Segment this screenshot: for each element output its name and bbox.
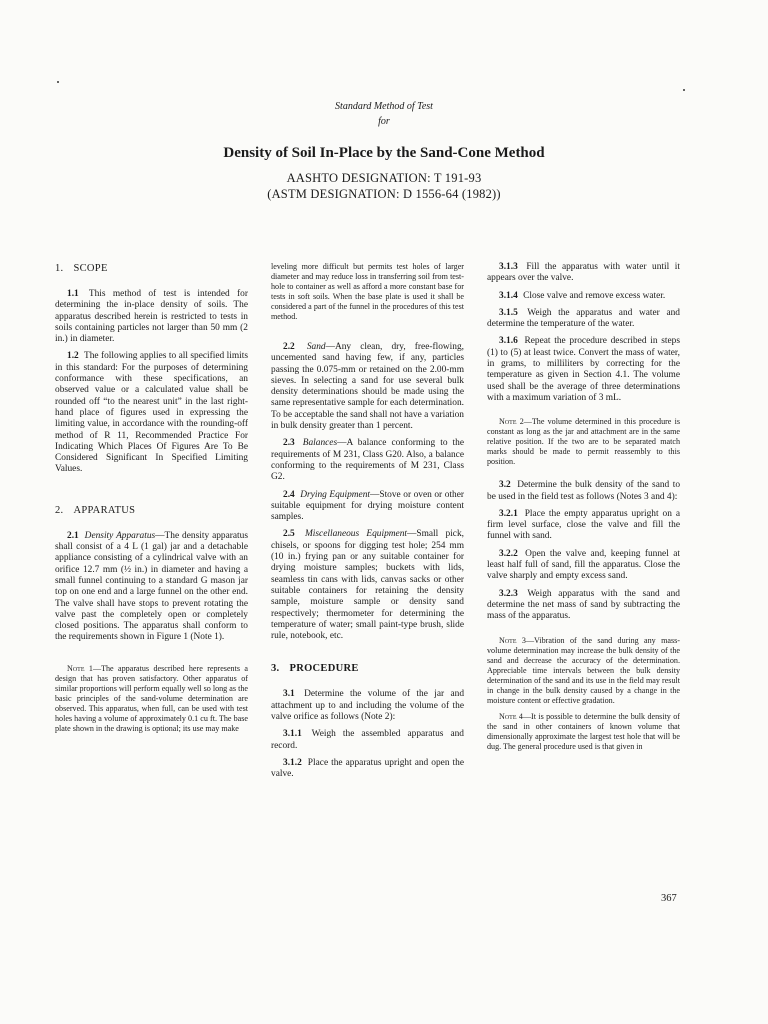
page-number: 367 bbox=[661, 893, 677, 904]
astm-designation: (ASTM DESIGNATION: D 1556-64 (1982)) bbox=[267, 187, 501, 201]
scan-speck bbox=[57, 81, 59, 83]
section-heading-apparatus: 2. APPARATUS bbox=[55, 504, 136, 516]
paragraph-3-1-3: 3.1.3 Fill the apparatus with water until it appears over the valve. bbox=[487, 262, 681, 284]
text-column-2 bbox=[271, 262, 464, 787]
paragraph-1-1: 1.1 This method of test is intended for determining the in-place density of soils. The apparatus described herein is restricted to tests in soils containing particles not larger than 50 mm (2 in.) in diameter. bbox=[55, 289, 248, 345]
note-2: Note 2—The volume determined in this procedure is constant as long as the jar and attachment are in the same relative position. If the two are to be separated match marks should be made to permit reassembly to this position. bbox=[487, 417, 680, 467]
note-1: Note 1—The apparatus described here represents a design that has proven satisfactory. Other apparatus of similar proportions will perform equally well so long as the basic principles of the sand-volume determination are observed. This apparatus, when full, can be used with test holes having a volume of approximately 0.1 cu ft. The base plate shown in the drawing is optional; its use may make bbox=[55, 663, 248, 733]
document-title: Density of Soil In-Place by the Sand-Cone Method bbox=[223, 145, 545, 161]
paragraph-3-2: 3.2 Determine the bulk density of the sand to be used in the field test as follows (Notes 3 and 4): bbox=[487, 480, 681, 502]
paragraph-2-1: 2.1 Density Apparatus—The density apparatus shall consist of a 4 L (1 gal) jar and a detachable appliance consisting of a cylindrical valve with an orifice 12.7 mm (½ in.) in diameter and having a small funnel continuing to a standard G mason jar top on one end and a large funnel on the other end. The valve shall have stops to prevent rotating the valve past the completely open or completely closed positions. The apparatus shall conform to the requirements shown in Figure 1 (Note 1). bbox=[55, 530, 248, 643]
paragraph-3-1-1: 3.1.1 Weigh the assembled apparatus and record. bbox=[271, 729, 464, 751]
paragraph-2-2: 2.2 Sand—Any clean, dry, free-flowing, uncemented sand having few, if any, particles passing the 0.075-mm or retained on the 2.00-mm sieves. In selecting a sand for use several bulk density determinations should be made using the same representative sample for each determination. To be acceptable the sand shall not have a variation in bulk density greater than 1 percent. bbox=[271, 342, 464, 432]
text-column-1 bbox=[55, 262, 248, 740]
paragraph-3-2-2: 3.2.2 Open the valve and, keeping funnel at least half full of sand, fill the apparatus. Close the valve sharply and empty excess sand. bbox=[487, 548, 680, 582]
paragraph-3-2-1: 3.2.1 Place the empty apparatus upright on a firm level surface, close the valve and fill the funnel with sand. bbox=[487, 508, 680, 542]
section-heading-scope: 1. SCOPE bbox=[55, 263, 108, 274]
paragraph-3-1: 3.1 Determine the volume of the jar and attachment up to and including the volume of the valve orifice as follows (Note 2): bbox=[271, 689, 465, 723]
paragraph-3-2-3: 3.2.3 Weigh apparatus with the sand and determine the net mass of sand by subtracting the mass of the apparatus. bbox=[487, 588, 680, 622]
note-3: Note 3—Vibration of the sand during any mass-volume determination may increase the bulk density of the sand and decrease the accuracy of the determination. Appreciable time intervals between the bulk density determination of the sand and its use in the field may result in change in the bulk density caused by a change in the moisture content or effective gradation. bbox=[487, 635, 680, 705]
paragraph-3-1-6: 3.1.6 Repeat the procedure described in steps (1) to (5) at least twice. Convert the mass of water, in grams, to milliliters by correcting for the temperature as given in Section 4.1. The volume used shall be the average of three determinations with a maximum variation of 3 mL. bbox=[487, 336, 681, 403]
paragraph-3-1-4: 3.1.4 Close valve and remove excess water. bbox=[499, 290, 666, 301]
document-kicker: Standard Method of Test bbox=[335, 101, 433, 112]
document-kicker-for: for bbox=[378, 116, 390, 127]
note-4: Note 4—It is possible to determine the bulk density of the sand in other containers of known volume that dimensionally approximate the largest test hole that will be dug. The general procedure used is that given in bbox=[487, 711, 680, 751]
paragraph-2-4: 2.4 Drying Equipment—Stove or oven or other suitable equipment for drying moisture content samples. bbox=[271, 489, 464, 523]
paragraph-3-1-5: 3.1.5 Weigh the apparatus and water and determine the temperature of the water. bbox=[487, 307, 680, 330]
paragraph-2-5: 2.5 Miscellaneous Equipment—Small pick, chisels, or spoons for digging test hole; 254 mm (10 in.) frying pan or any suitable container for drying moisture samples; buckets with lids, seamless tin cans with lids, canvas sacks or other suitable containers for retaining the density sample, moisture sample or density sand respectively; thermometer for determining the temperature of water; small paint-type brush, slide rule, notebook, etc. bbox=[271, 529, 464, 642]
text-column-3 bbox=[487, 262, 680, 758]
paragraph-2-3: 2.3 Balances—A balance conforming to the requirements of M 231, Class G20. Also, a balance conforming to the requirements of M 231, Class G2. bbox=[271, 438, 464, 483]
paragraph-1-2: 1.2 The following applies to all specified limits in this standard: For the purposes of determining conformance with these specifications, an observed value or a calculated value shall be rounded off “to the nearest unit” in the last right-hand place of figures used in expressing the limiting value, in accordance with the rounding-off method of R 11, Recommended Practice For Indicating Which Places Of Figures Are To Be Considered Significant In Specified Limiting Values. bbox=[55, 351, 248, 475]
aashto-designation: AASHTO DESIGNATION: T 191-93 bbox=[286, 171, 482, 185]
paragraph-3-1-2: 3.1.2 Place the apparatus upright and open the valve. bbox=[271, 757, 464, 780]
note-1-continued: leveling more difficult but permits test holes of larger diameter and may reduce loss in transferring soil from test-hole to container as well as afford a more constant base for tests in soft soils. When the base plate is used it shall be considered a part of the funnel in the procedures of this test method. bbox=[271, 262, 464, 321]
scan-speck bbox=[683, 89, 685, 91]
section-heading-procedure: 3. PROCEDURE bbox=[271, 663, 359, 675]
